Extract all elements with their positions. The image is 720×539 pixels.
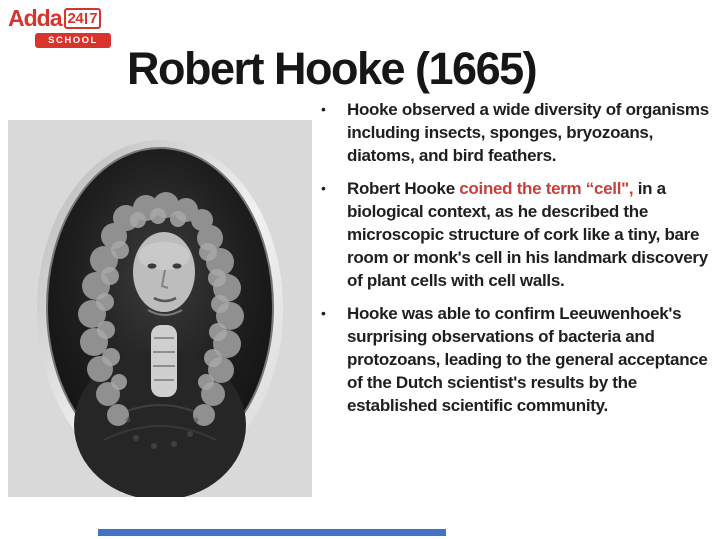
- logo-number-box: [64, 8, 102, 29]
- page-title: Robert Hooke (1665): [127, 43, 537, 95]
- robert-hooke-portrait: [8, 120, 312, 497]
- footer-accent-bar: [98, 529, 446, 536]
- bullet-list: [316, 98, 710, 417]
- bullet-item: [316, 177, 710, 292]
- portrait-engraving-image: [8, 120, 312, 497]
- logo-brand-text: Adda: [8, 5, 62, 31]
- logo-number-right: 7: [89, 10, 98, 27]
- bullet-marker: •: [321, 101, 326, 117]
- bullet-text: Hooke observed a wide diversity of organisms including insects, sponges, bryozoans, diatoms, and bird feathers.: [347, 100, 709, 165]
- logo-number-left: 24: [67, 10, 84, 27]
- bullet-marker: •: [321, 305, 326, 321]
- logo-tagline: SCHOOL: [35, 33, 111, 48]
- bullet-item: [316, 302, 710, 417]
- bullet-text: Hooke was able to confirm Leeuwenhoek's surprising observations of bacteria and protozoans, leading to the general acceptance of the Dutch scientist's results by the established scientific community.: [347, 304, 708, 415]
- adda247-school-logo: [8, 7, 111, 48]
- bullet-marker: •: [321, 180, 326, 196]
- bullet-text-block: [316, 98, 710, 427]
- bullet-text: Robert Hooke coined the term “cell", in a biological context, as he described the microscopic structure of cork like a tiny, bare room or monk's cell in his landmark discovery of plant cells with cell walls.: [347, 179, 708, 290]
- logo-row: [8, 7, 111, 30]
- logo-divider: [85, 13, 87, 24]
- bullet-item: [316, 98, 710, 167]
